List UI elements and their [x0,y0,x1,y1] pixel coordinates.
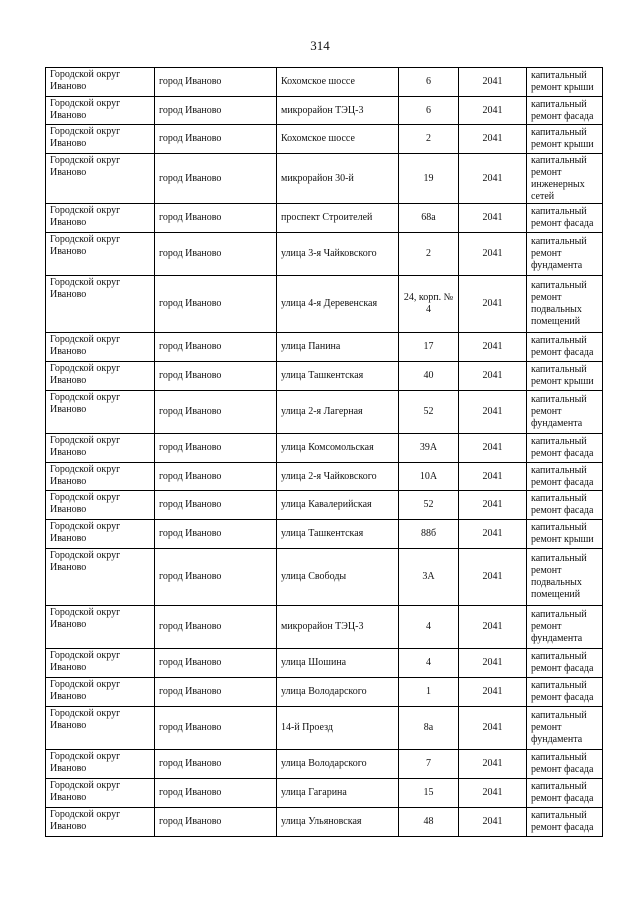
cell-settlement: город Иваново [155,808,277,837]
table-row [46,233,603,276]
cell-settlement: город Иваново [155,463,277,491]
cell-year: 2041 [459,434,527,463]
cell-work-type: капитальный ремонт фасада [527,463,603,491]
cell-year: 2041 [459,68,527,97]
cell-work-type: капитальный ремонт фундамента [527,233,603,276]
table-row [46,204,603,233]
cell-work-type: капитальный ремонт крыши [527,362,603,391]
table-row [46,707,603,750]
cell-year: 2041 [459,463,527,491]
cell-year: 2041 [459,678,527,707]
table-row [46,649,603,678]
cell-house: 4 [399,649,459,678]
cell-street: 14-й Проезд [277,707,399,750]
cell-settlement: город Иваново [155,750,277,779]
cell-house: 6 [399,68,459,97]
cell-house: 8а [399,707,459,750]
cell-house: 52 [399,391,459,434]
table-row [46,520,603,549]
cell-district: Городской округ Иваново [46,779,155,808]
cell-district: Городской округ Иваново [46,97,155,125]
cell-work-type: капитальный ремонт фасада [527,491,603,520]
cell-work-type: капитальный ремонт крыши [527,125,603,154]
cell-street: Кохомское шоссе [277,68,399,97]
cell-year: 2041 [459,779,527,808]
cell-street: улица Володарского [277,678,399,707]
cell-work-type: капитальный ремонт фасада [527,649,603,678]
table-row [46,750,603,779]
cell-district: Городской округ Иваново [46,362,155,391]
cell-district: Городской округ Иваново [46,549,155,606]
cell-year: 2041 [459,362,527,391]
cell-work-type: капитальный ремонт крыши [527,520,603,549]
cell-house: 15 [399,779,459,808]
cell-work-type: капитальный ремонт фундамента [527,391,603,434]
cell-house: 2 [399,233,459,276]
cell-house: 17 [399,333,459,362]
table-row [46,333,603,362]
cell-settlement: город Иваново [155,125,277,154]
cell-year: 2041 [459,750,527,779]
cell-year: 2041 [459,391,527,434]
table-row [46,154,603,204]
cell-district: Городской округ Иваново [46,649,155,678]
cell-district: Городской округ Иваново [46,204,155,233]
table-row [46,434,603,463]
cell-settlement: город Иваново [155,68,277,97]
cell-settlement: город Иваново [155,649,277,678]
cell-year: 2041 [459,276,527,333]
cell-district: Городской округ Иваново [46,434,155,463]
cell-district: Городской округ Иваново [46,678,155,707]
table-row [46,97,603,125]
table-row [46,808,603,837]
cell-district: Городской округ Иваново [46,125,155,154]
cell-street: улица Шошина [277,649,399,678]
cell-district: Городской округ Иваново [46,606,155,649]
cell-street: улица Ульяновская [277,808,399,837]
cell-work-type: капитальный ремонт фасада [527,779,603,808]
cell-street: микрорайон ТЭЦ-3 [277,97,399,125]
cell-street: улица Гагарина [277,779,399,808]
cell-year: 2041 [459,97,527,125]
cell-work-type: капитальный ремонт фасада [527,204,603,233]
cell-year: 2041 [459,125,527,154]
cell-work-type: капитальный ремонт фасада [527,750,603,779]
cell-settlement: город Иваново [155,606,277,649]
cell-house: 4 [399,606,459,649]
table-row [46,391,603,434]
cell-year: 2041 [459,707,527,750]
cell-house: 7 [399,750,459,779]
cell-district: Городской округ Иваново [46,491,155,520]
cell-year: 2041 [459,154,527,204]
cell-settlement: город Иваново [155,549,277,606]
table-row [46,491,603,520]
cell-work-type: капитальный ремонт фасада [527,333,603,362]
cell-house: 24, корп. № 4 [399,276,459,333]
cell-year: 2041 [459,520,527,549]
table-row [46,362,603,391]
cell-settlement: город Иваново [155,779,277,808]
cell-house: 6 [399,97,459,125]
cell-house: 40 [399,362,459,391]
cell-work-type: капитальный ремонт крыши [527,68,603,97]
cell-year: 2041 [459,549,527,606]
cell-street: улица 3-я Чайковского [277,233,399,276]
cell-street: микрорайон ТЭЦ-3 [277,606,399,649]
cell-house: 2 [399,125,459,154]
cell-settlement: город Иваново [155,154,277,204]
table-row [46,606,603,649]
cell-house: 52 [399,491,459,520]
cell-house: 3А [399,549,459,606]
cell-work-type: капитальный ремонт фасада [527,434,603,463]
cell-street: проспект Строителей [277,204,399,233]
cell-house: 68а [399,204,459,233]
cell-settlement: город Иваново [155,97,277,125]
cell-year: 2041 [459,333,527,362]
cell-settlement: город Иваново [155,204,277,233]
cell-year: 2041 [459,204,527,233]
cell-district: Городской округ Иваново [46,233,155,276]
cell-work-type: капитальный ремонт фундамента [527,707,603,750]
cell-street: улица Ташкентская [277,520,399,549]
cell-street: улица 2-я Чайковского [277,463,399,491]
cell-street: улица Кавалерийская [277,491,399,520]
cell-district: Городской округ Иваново [46,68,155,97]
cell-street: улица Володарского [277,750,399,779]
cell-settlement: город Иваново [155,233,277,276]
cell-year: 2041 [459,491,527,520]
cell-district: Городской округ Иваново [46,154,155,204]
cell-work-type: капитальный ремонт фасада [527,97,603,125]
cell-street: улица Комсомольская [277,434,399,463]
cell-district: Городской округ Иваново [46,333,155,362]
cell-work-type: капитальный ремонт инженерных сетей [527,154,603,204]
cell-district: Городской округ Иваново [46,463,155,491]
cell-street: улица 2-я Лагерная [277,391,399,434]
table-row [46,68,603,97]
cell-work-type: капитальный ремонт фундамента [527,606,603,649]
cell-district: Городской округ Иваново [46,520,155,549]
cell-settlement: город Иваново [155,276,277,333]
cell-district: Городской округ Иваново [46,808,155,837]
repair-schedule-table [45,67,603,837]
cell-house: 19 [399,154,459,204]
table-row [46,678,603,707]
cell-year: 2041 [459,233,527,276]
cell-district: Городской округ Иваново [46,391,155,434]
cell-street: улица Ташкентская [277,362,399,391]
cell-street: микрорайон 30-й [277,154,399,204]
cell-year: 2041 [459,808,527,837]
cell-district: Городской округ Иваново [46,707,155,750]
cell-district: Городской округ Иваново [46,750,155,779]
table-body [46,68,603,837]
table-row [46,549,603,606]
cell-year: 2041 [459,649,527,678]
cell-work-type: капитальный ремонт подвальных помещений [527,276,603,333]
cell-street: улица Панина [277,333,399,362]
cell-year: 2041 [459,606,527,649]
cell-settlement: город Иваново [155,520,277,549]
cell-work-type: капитальный ремонт фасада [527,678,603,707]
cell-street: улица 4-я Деревенская [277,276,399,333]
cell-settlement: город Иваново [155,362,277,391]
table-row [46,463,603,491]
cell-street: Кохомское шоссе [277,125,399,154]
cell-settlement: город Иваново [155,391,277,434]
table-row [46,125,603,154]
cell-work-type: капитальный ремонт фасада [527,808,603,837]
cell-district: Городской округ Иваново [46,276,155,333]
cell-settlement: город Иваново [155,678,277,707]
cell-house: 48 [399,808,459,837]
cell-house: 88б [399,520,459,549]
cell-settlement: город Иваново [155,333,277,362]
cell-house: 10А [399,463,459,491]
cell-street: улица Свободы [277,549,399,606]
cell-house: 39А [399,434,459,463]
cell-settlement: город Иваново [155,707,277,750]
page-number: 314 [310,38,330,53]
table-row [46,779,603,808]
cell-work-type: капитальный ремонт подвальных помещений [527,549,603,606]
table-row [46,276,603,333]
cell-settlement: город Иваново [155,434,277,463]
cell-settlement: город Иваново [155,491,277,520]
cell-house: 1 [399,678,459,707]
